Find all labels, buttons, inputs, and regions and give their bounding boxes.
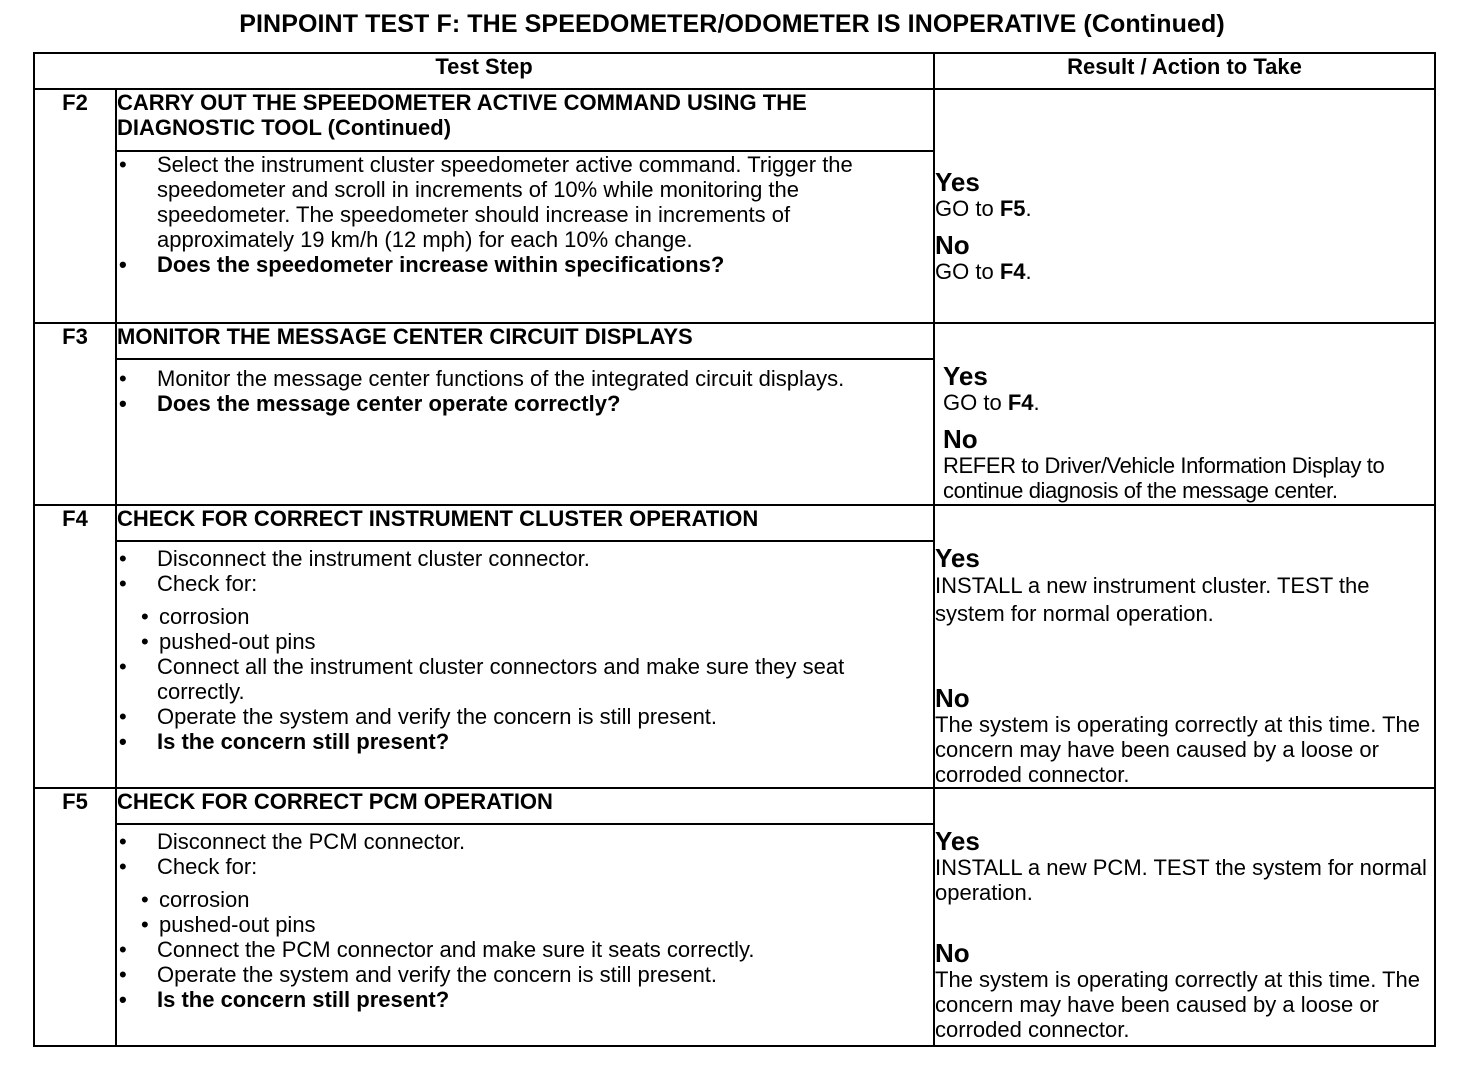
yes-label: Yes [935,826,980,856]
step-list [117,829,933,1012]
yes-label: Yes [943,361,988,391]
yes-label: Yes [935,167,980,197]
step-body [116,151,934,323]
yes-action: INSTALL a new instrument cluster. TEST the system for normal operation. [935,573,1370,626]
list-item-question: • Does the message center operate correctly? [117,391,933,416]
sub-list-item: • corrosion [139,604,933,629]
no-action: The system is operating correctly at this time. The concern may have been caused by a loose or corroded connector. [935,712,1421,787]
list-item: • Monitor the message center functions of the integrated circuit displays. [117,366,933,391]
list-item: • Check for: • corrosion • pushed-out pins [117,571,933,654]
yes-action: INSTALL a new PCM. TEST the system for normal operation. [935,855,1427,905]
step-f2-result [934,89,1435,323]
sub-list [139,604,933,654]
list-item-question: • Does the speedometer increase within specifications? [117,252,933,277]
no-label: No [935,230,970,260]
step-title: CHECK FOR CORRECT PCM OPERATION [116,788,934,824]
step-title: MONITOR THE MESSAGE CENTER CIRCUIT DISPLAYS [116,323,934,359]
no-action: The system is operating correctly at this time. The concern may have been caused by a loose or corroded connector. [935,967,1421,1042]
sub-list [139,887,933,937]
step-title: CHECK FOR CORRECT INSTRUMENT CLUSTER OPERATION [116,505,934,541]
test-step-header: Test Step [34,53,934,89]
step-f5-result [934,788,1435,1046]
step-f3-result [934,323,1435,505]
step-f3-title-row [34,323,1435,359]
result-header: Result / Action to Take [934,53,1435,89]
list-item: • Select the instrument cluster speedometer active command. Trigger the speedometer and scroll in increments of 10% while monitoring the speedometer. The speedometer should increase in increments of approximately 19 km/h (12 mph) for each 10% change. [117,152,933,252]
sub-list-item: • pushed-out pins [139,912,933,937]
step-reference: F5 [999,196,1026,221]
step-title: CARRY OUT THE SPEEDOMETER ACTIVE COMMAND USING THE DIAGNOSTIC TOOL (Continued) [116,89,934,151]
no-label: No [943,424,978,454]
list-item: • Operate the system and verify the concern is still present. [117,704,933,729]
step-body [116,541,934,788]
sub-list-item: • corrosion [139,887,933,912]
step-f5-title-row [34,788,1435,824]
page-title: PINPOINT TEST F: THE SPEEDOMETER/ODOMETER IS INOPERATIVE (Continued) [239,10,1225,38]
list-item-question: • Is the concern still present? [117,987,933,1012]
no-action: GO to F4. [935,259,1032,284]
list-item: • Connect the PCM connector and make sure it seats correctly. [117,937,933,962]
table-header-row [34,53,1435,89]
no-action: REFER to Driver/Vehicle Information Display to continue diagnosis of the message center. [943,453,1385,503]
step-list [117,152,933,277]
list-item: • Disconnect the instrument cluster connector. [117,546,933,571]
step-f4-title-row [34,505,1435,541]
yes-label: Yes [935,543,980,573]
step-reference: F4 [999,259,1026,284]
step-f4-result [934,505,1435,788]
step-id: F3 [34,323,116,505]
pinpoint-test-table [33,52,1436,1047]
list-item-question: • Is the concern still present? [117,729,933,754]
list-item: • Disconnect the PCM connector. [117,829,933,854]
step-f2-title-row [34,89,1435,151]
yes-action: GO to F5. [935,196,1032,221]
list-item: • Operate the system and verify the concern is still present. [117,962,933,987]
step-body [116,359,934,505]
sub-list-item: • pushed-out pins [139,629,933,654]
step-id: F4 [34,505,116,788]
step-list [117,546,933,754]
list-item: • Connect all the instrument cluster connectors and make sure they seat correctly. [117,654,933,704]
step-id: F2 [34,89,116,323]
step-reference: F4 [1007,390,1034,415]
step-list [117,366,933,416]
no-label: No [935,938,970,968]
list-item: • Check for: • corrosion • pushed-out pins [117,854,933,937]
step-body [116,824,934,1046]
no-label: No [935,683,970,713]
yes-action: GO to F4. [943,390,1040,415]
step-id: F5 [34,788,116,1046]
